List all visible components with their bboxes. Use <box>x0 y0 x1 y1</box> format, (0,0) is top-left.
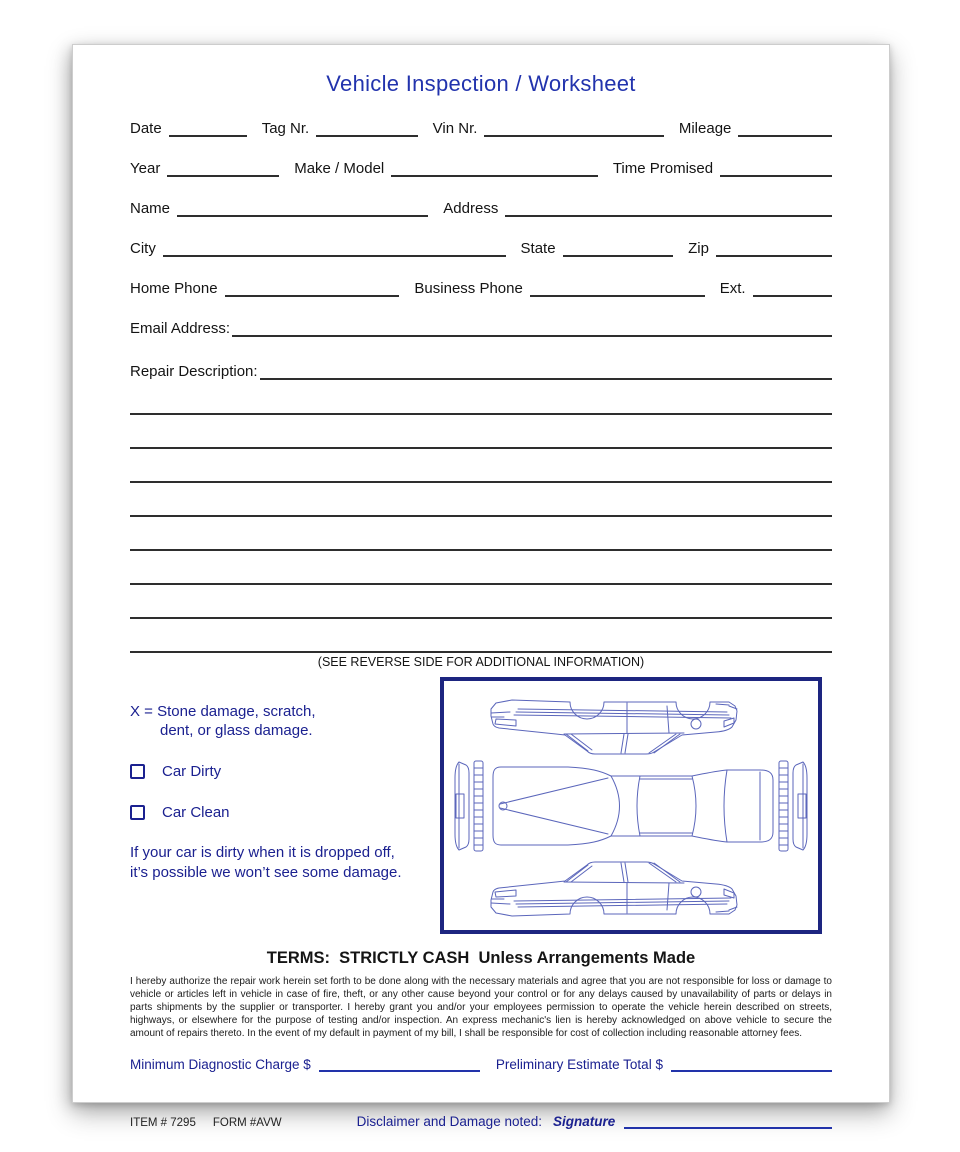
diagnostic-charge-input-line[interactable] <box>319 1055 480 1072</box>
business-phone-label: Business Phone <box>414 280 523 297</box>
zip-input-line[interactable] <box>716 239 832 257</box>
car-rear-end-view <box>779 761 807 851</box>
damage-key-line1: X = Stone damage, scratch, <box>130 703 316 720</box>
repair-description-line[interactable] <box>130 619 832 653</box>
terms-body: I hereby authorize the repair work herein set forth to be done along with the necessary materials and agree that you are not responsible for loss or damage to vehicle or articles left in vehicle in case of fire, theft, or any other cause beyond your control or for any delays caused by unavailability of parts or delays in parts shipments by the supplier or transporter. I hereby grant you and/or your employees permission to operate the vehicle herein described on streets, highways, or elsewhere for the purpose of testing and/or inspection. An express mechanic's lien is hereby acknowledged on above vehicle to secure the amount of repairs thereto. In the event of my default in payment of my bill, I shall be responsible for cost of collection including reasonable attorney fees. <box>130 976 832 1039</box>
signature-label: Signature <box>552 1113 616 1129</box>
repair-description-label: Repair Description: <box>130 363 258 380</box>
mileage-input-line[interactable] <box>738 119 832 137</box>
totals-row <box>130 1054 832 1072</box>
damage-key <box>130 702 440 740</box>
form-row-repair-description <box>130 361 832 380</box>
page-title: Vehicle Inspection / Worksheet <box>326 71 636 96</box>
make-model-input-line[interactable] <box>391 159 598 177</box>
vehicle-damage-diagram[interactable] <box>440 677 822 934</box>
form-row-name-address <box>130 198 832 217</box>
address-input-line[interactable] <box>505 199 832 217</box>
city-label: City <box>130 240 156 257</box>
repair-description-input-line[interactable] <box>260 362 832 380</box>
form-row-year-make-time <box>130 158 832 177</box>
ext-label: Ext. <box>719 280 746 297</box>
car-dirty-checkbox[interactable] <box>130 764 145 779</box>
year-input-line[interactable] <box>167 159 279 177</box>
repair-description-lines <box>130 381 832 653</box>
email-address-input-line[interactable] <box>232 319 832 337</box>
name-input-line[interactable] <box>177 199 428 217</box>
dirty-car-note-line2: it’s possible we won’t see some damage. <box>130 864 402 881</box>
repair-description-line[interactable] <box>130 551 832 585</box>
damage-key-line2: dent, or glass damage. <box>160 722 313 739</box>
worksheet-page <box>72 44 890 1129</box>
repair-description-line[interactable] <box>130 449 832 483</box>
state-input-line[interactable] <box>563 239 674 257</box>
address-label: Address <box>443 200 499 217</box>
mileage-label: Mileage <box>678 120 732 137</box>
vin-nr-label: Vin Nr. <box>432 120 478 137</box>
item-number: ITEM # 7295 <box>130 1116 196 1129</box>
disclaimer-label: Disclaimer and Damage noted: <box>356 1113 542 1129</box>
repair-description-line[interactable] <box>130 517 832 551</box>
damage-key-column <box>130 677 440 934</box>
city-input-line[interactable] <box>163 239 506 257</box>
dirty-car-note <box>130 843 440 883</box>
date-input-line[interactable] <box>169 119 247 137</box>
form-row-phones <box>130 278 832 297</box>
home-phone-input-line[interactable] <box>225 279 400 297</box>
vin-nr-input-line[interactable] <box>484 119 663 137</box>
email-address-label: Email Address: <box>130 320 231 337</box>
footer-row <box>130 1111 832 1129</box>
terms-heading: TERMS: STRICTLY CASH Unless Arrangements Made <box>266 949 696 967</box>
name-label: Name <box>130 200 171 217</box>
damage-diagram-section <box>130 677 832 934</box>
car-front-end-view <box>455 761 483 851</box>
tag-nr-label: Tag Nr. <box>261 120 310 137</box>
car-side-view-inverted <box>491 700 737 754</box>
reverse-side-note: (SEE REVERSE SIDE FOR ADDITIONAL INFORMATION) <box>317 655 645 669</box>
form-row-date-tag-vin-mileage <box>130 118 832 137</box>
car-side-view <box>491 862 737 916</box>
ext-input-line[interactable] <box>753 279 832 297</box>
minimum-diagnostic-charge-label: Minimum Diagnostic Charge $ <box>130 1056 311 1072</box>
repair-description-line[interactable] <box>130 381 832 415</box>
car-dirty-label: Car Dirty <box>162 763 222 780</box>
car-plan-view <box>493 767 773 845</box>
repair-description-line[interactable] <box>130 415 832 449</box>
form-row-city-state-zip <box>130 238 832 257</box>
car-dirty-row <box>130 762 440 781</box>
form-row-email <box>130 318 832 337</box>
car-clean-label: Car Clean <box>162 804 230 821</box>
dirty-car-note-line1: If your car is dirty when it is dropped off, <box>130 844 395 861</box>
date-label: Date <box>130 120 162 137</box>
year-label: Year <box>130 160 161 177</box>
form-number: FORM #AVW <box>212 1116 282 1129</box>
make-model-label: Make / Model <box>294 160 385 177</box>
preliminary-estimate-total-label: Preliminary Estimate Total $ <box>495 1056 663 1072</box>
home-phone-label: Home Phone <box>130 280 218 297</box>
car-clean-row <box>130 803 440 822</box>
time-promised-input-line[interactable] <box>720 159 832 177</box>
estimate-total-input-line[interactable] <box>671 1055 832 1072</box>
car-outline-drawings <box>444 681 818 930</box>
car-clean-checkbox[interactable] <box>130 805 145 820</box>
zip-label: Zip <box>688 240 709 257</box>
time-promised-label: Time Promised <box>612 160 714 177</box>
tag-nr-input-line[interactable] <box>316 119 417 137</box>
repair-description-line[interactable] <box>130 483 832 517</box>
business-phone-input-line[interactable] <box>530 279 705 297</box>
repair-description-line[interactable] <box>130 585 832 619</box>
signature-input-line[interactable] <box>624 1112 832 1129</box>
header-form-fields <box>130 118 832 380</box>
state-label: State <box>520 240 556 257</box>
